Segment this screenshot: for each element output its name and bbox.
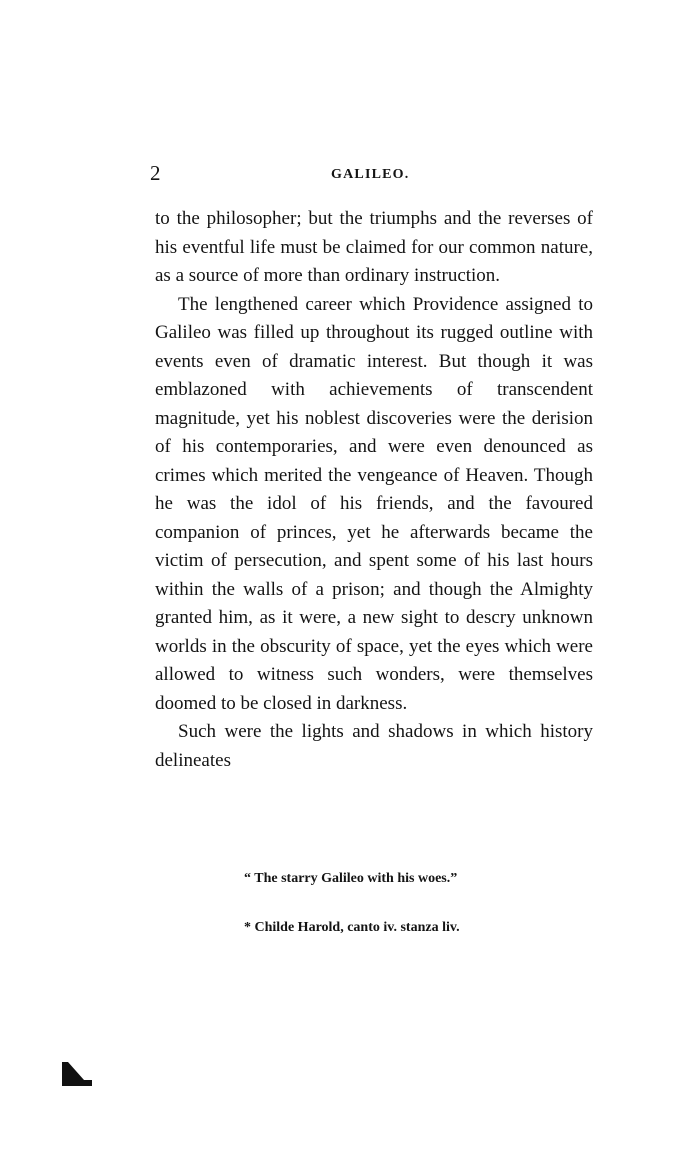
block-quote: “ The starry Galileo with his woes.” xyxy=(244,871,458,886)
paragraph-career: The lengthened career which Providence assigned to Galileo was filled up throughout its rugged outline with events even of dramatic interest. But though it was emblazoned with achievements of transcendent magnitude, yet his noblest discoveries were the derision of his contemporaries, and were even denounced as crimes which merited the vengeance of Heaven. Though he was the idol of his friends, and the favoured companion of princes, yet he afterwards became the victim of persecution, and spent some of his last hours within the walls of a prison; and though the Almighty granted him, as it were, a new sight to descry unknown worlds in the obscurity of space, yet the eyes which were allowed to witness such wonders, were themselves doomed to be closed in darkness. xyxy=(155,293,593,714)
paragraph-continued: to the philosopher; but the triumphs and the reverses of his eventful life must be claimed for our common nature, as a source of more than ordinary instruction. xyxy=(155,208,593,286)
running-head: GALILEO. xyxy=(331,167,410,182)
scan-corner-mark xyxy=(62,1062,92,1086)
footnote: * Childe Harold, canto iv. stanza liv. xyxy=(244,920,460,935)
page-number: 2 xyxy=(150,161,161,185)
paragraph-lights-shadows: Such were the lights and shadows in which history delineates xyxy=(155,721,593,771)
body-text xyxy=(155,205,593,775)
